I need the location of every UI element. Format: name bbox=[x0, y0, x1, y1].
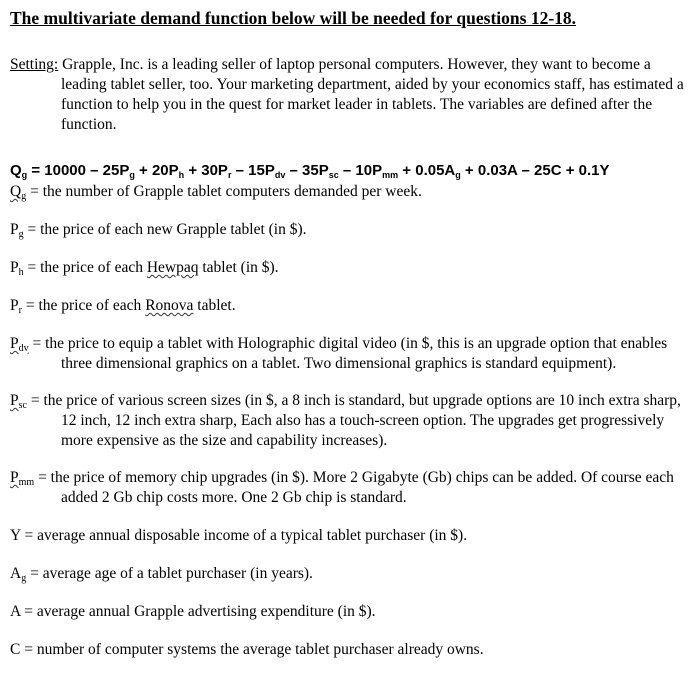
symbol-letter: P bbox=[10, 297, 19, 314]
definition-qg bbox=[10, 182, 686, 202]
equation-term: + 30P bbox=[184, 162, 228, 179]
equation-term-sub: g bbox=[455, 170, 461, 180]
equation-term: = 10000 – 25P bbox=[27, 162, 130, 179]
symbol-letter: A bbox=[10, 565, 22, 582]
symbol-pmm bbox=[10, 469, 34, 486]
symbol-letter: P bbox=[10, 335, 19, 352]
definition-a bbox=[10, 602, 686, 622]
definition-text: = average annual Grapple advertising expenditure (in $). bbox=[20, 603, 376, 620]
brand-name-hewpaq: Hewpaq bbox=[146, 259, 199, 276]
definition-text: = the number of Grapple tablet computers demanded per week. bbox=[26, 183, 422, 200]
symbol-letter: Y bbox=[10, 527, 21, 544]
definition-pr bbox=[10, 296, 686, 316]
symbol-letter: A bbox=[10, 603, 21, 620]
definition-text: = number of computer systems the average tablet purchaser already owns. bbox=[20, 641, 484, 658]
definition-text: = average age of a tablet purchaser (in years). bbox=[26, 565, 313, 582]
equation-term-sub: r bbox=[227, 170, 232, 180]
definition-pg bbox=[10, 220, 686, 240]
definition-text: tablet. bbox=[193, 297, 236, 314]
definition-text: = the price of memory chip upgrades (in $). More 2 Gigabyte (Gb) chips can be added. Of course each added 2 Gb chip costs more. One 2 Gb chip is standard. bbox=[34, 469, 674, 506]
definition-ag bbox=[10, 564, 686, 584]
equation-term: + 0.03A – 25C + 0.1Y bbox=[460, 162, 610, 179]
symbol-subscript: sc bbox=[18, 400, 27, 411]
symbol-letter: C bbox=[10, 641, 21, 658]
equation-lhs: Q bbox=[10, 162, 22, 179]
equation-term-sub: sc bbox=[328, 170, 339, 180]
definition-pmm bbox=[10, 468, 686, 508]
symbol-subscript: dv bbox=[18, 343, 29, 354]
brand-name-ronova: Ronova bbox=[145, 297, 194, 314]
equation-term: + 0.05A bbox=[398, 162, 456, 179]
symbol-letter: P bbox=[10, 221, 19, 238]
equation-term: – 10P bbox=[338, 162, 383, 179]
symbol-subscript: g bbox=[21, 191, 27, 202]
symbol-subscript: g bbox=[21, 573, 27, 584]
symbol-letter: P bbox=[10, 469, 19, 486]
symbol-subscript: mm bbox=[18, 477, 35, 488]
definition-text: = the price to equip a tablet with Holographic digital video (in $, this is an upgrade option that enables three dimensional graphics on a tablet. Two dimensional graphics is standard equipment). bbox=[28, 335, 668, 372]
document-page bbox=[10, 6, 686, 660]
definition-text: = the price of various screen sizes (in $, a 8 inch is standard, but upgrade options are 10 inch extra sharp, 12 inch, 12 inch extra sharp, Each also has a touch-screen option. The upgrades get progressively more expensive as the size and capability increases). bbox=[26, 392, 681, 449]
equation-term-sub: g bbox=[129, 170, 135, 180]
equation-term: + 20P bbox=[134, 162, 179, 179]
page-heading: The multivariate demand function below will be needed for questions 12-18. bbox=[10, 8, 577, 28]
definition-pdv bbox=[10, 334, 686, 374]
symbol-letter: Q bbox=[10, 183, 22, 200]
symbol-letter: P bbox=[10, 392, 19, 409]
definition-text: = the price of each new Grapple tablet (in $). bbox=[23, 221, 307, 238]
symbol-letter: P bbox=[10, 259, 19, 276]
definition-y bbox=[10, 526, 686, 546]
setting-label: Setting: bbox=[10, 56, 59, 73]
definition-ph bbox=[10, 258, 686, 278]
symbol-subscript: g bbox=[18, 229, 24, 240]
symbol-subscript: h bbox=[18, 267, 24, 278]
symbol-subscript: r bbox=[18, 305, 22, 316]
setting-text: Grapple, Inc. is a leading seller of laptop personal computers. However, they want to become a leading tablet seller, too. Your marketing department, aided by your economics staff, has estimated a function to help you in the quest for market leader in tablets. The variables are defined after the function. bbox=[58, 56, 684, 133]
definition-text: = average annual disposable income of a typical tablet purchaser (in $). bbox=[20, 527, 468, 544]
equation-term-sub: mm bbox=[382, 170, 399, 180]
definition-text: = the price of each bbox=[21, 297, 146, 314]
symbol-psc bbox=[10, 392, 27, 409]
symbol-pdv bbox=[10, 335, 29, 352]
demand-equation bbox=[10, 160, 686, 182]
symbol-qg bbox=[10, 183, 26, 200]
definition-c bbox=[10, 640, 686, 660]
equation-term-sub: dv bbox=[274, 170, 286, 180]
definition-psc bbox=[10, 391, 686, 451]
definition-text: = the price of each bbox=[23, 259, 147, 276]
equation-term: – 15P bbox=[231, 162, 275, 179]
setting-paragraph bbox=[10, 55, 686, 135]
equation-term: – 35P bbox=[285, 162, 329, 179]
equation-lhs-sub: g bbox=[21, 170, 28, 180]
definition-text: tablet (in $). bbox=[198, 259, 279, 276]
equation-term-sub: h bbox=[178, 170, 185, 180]
